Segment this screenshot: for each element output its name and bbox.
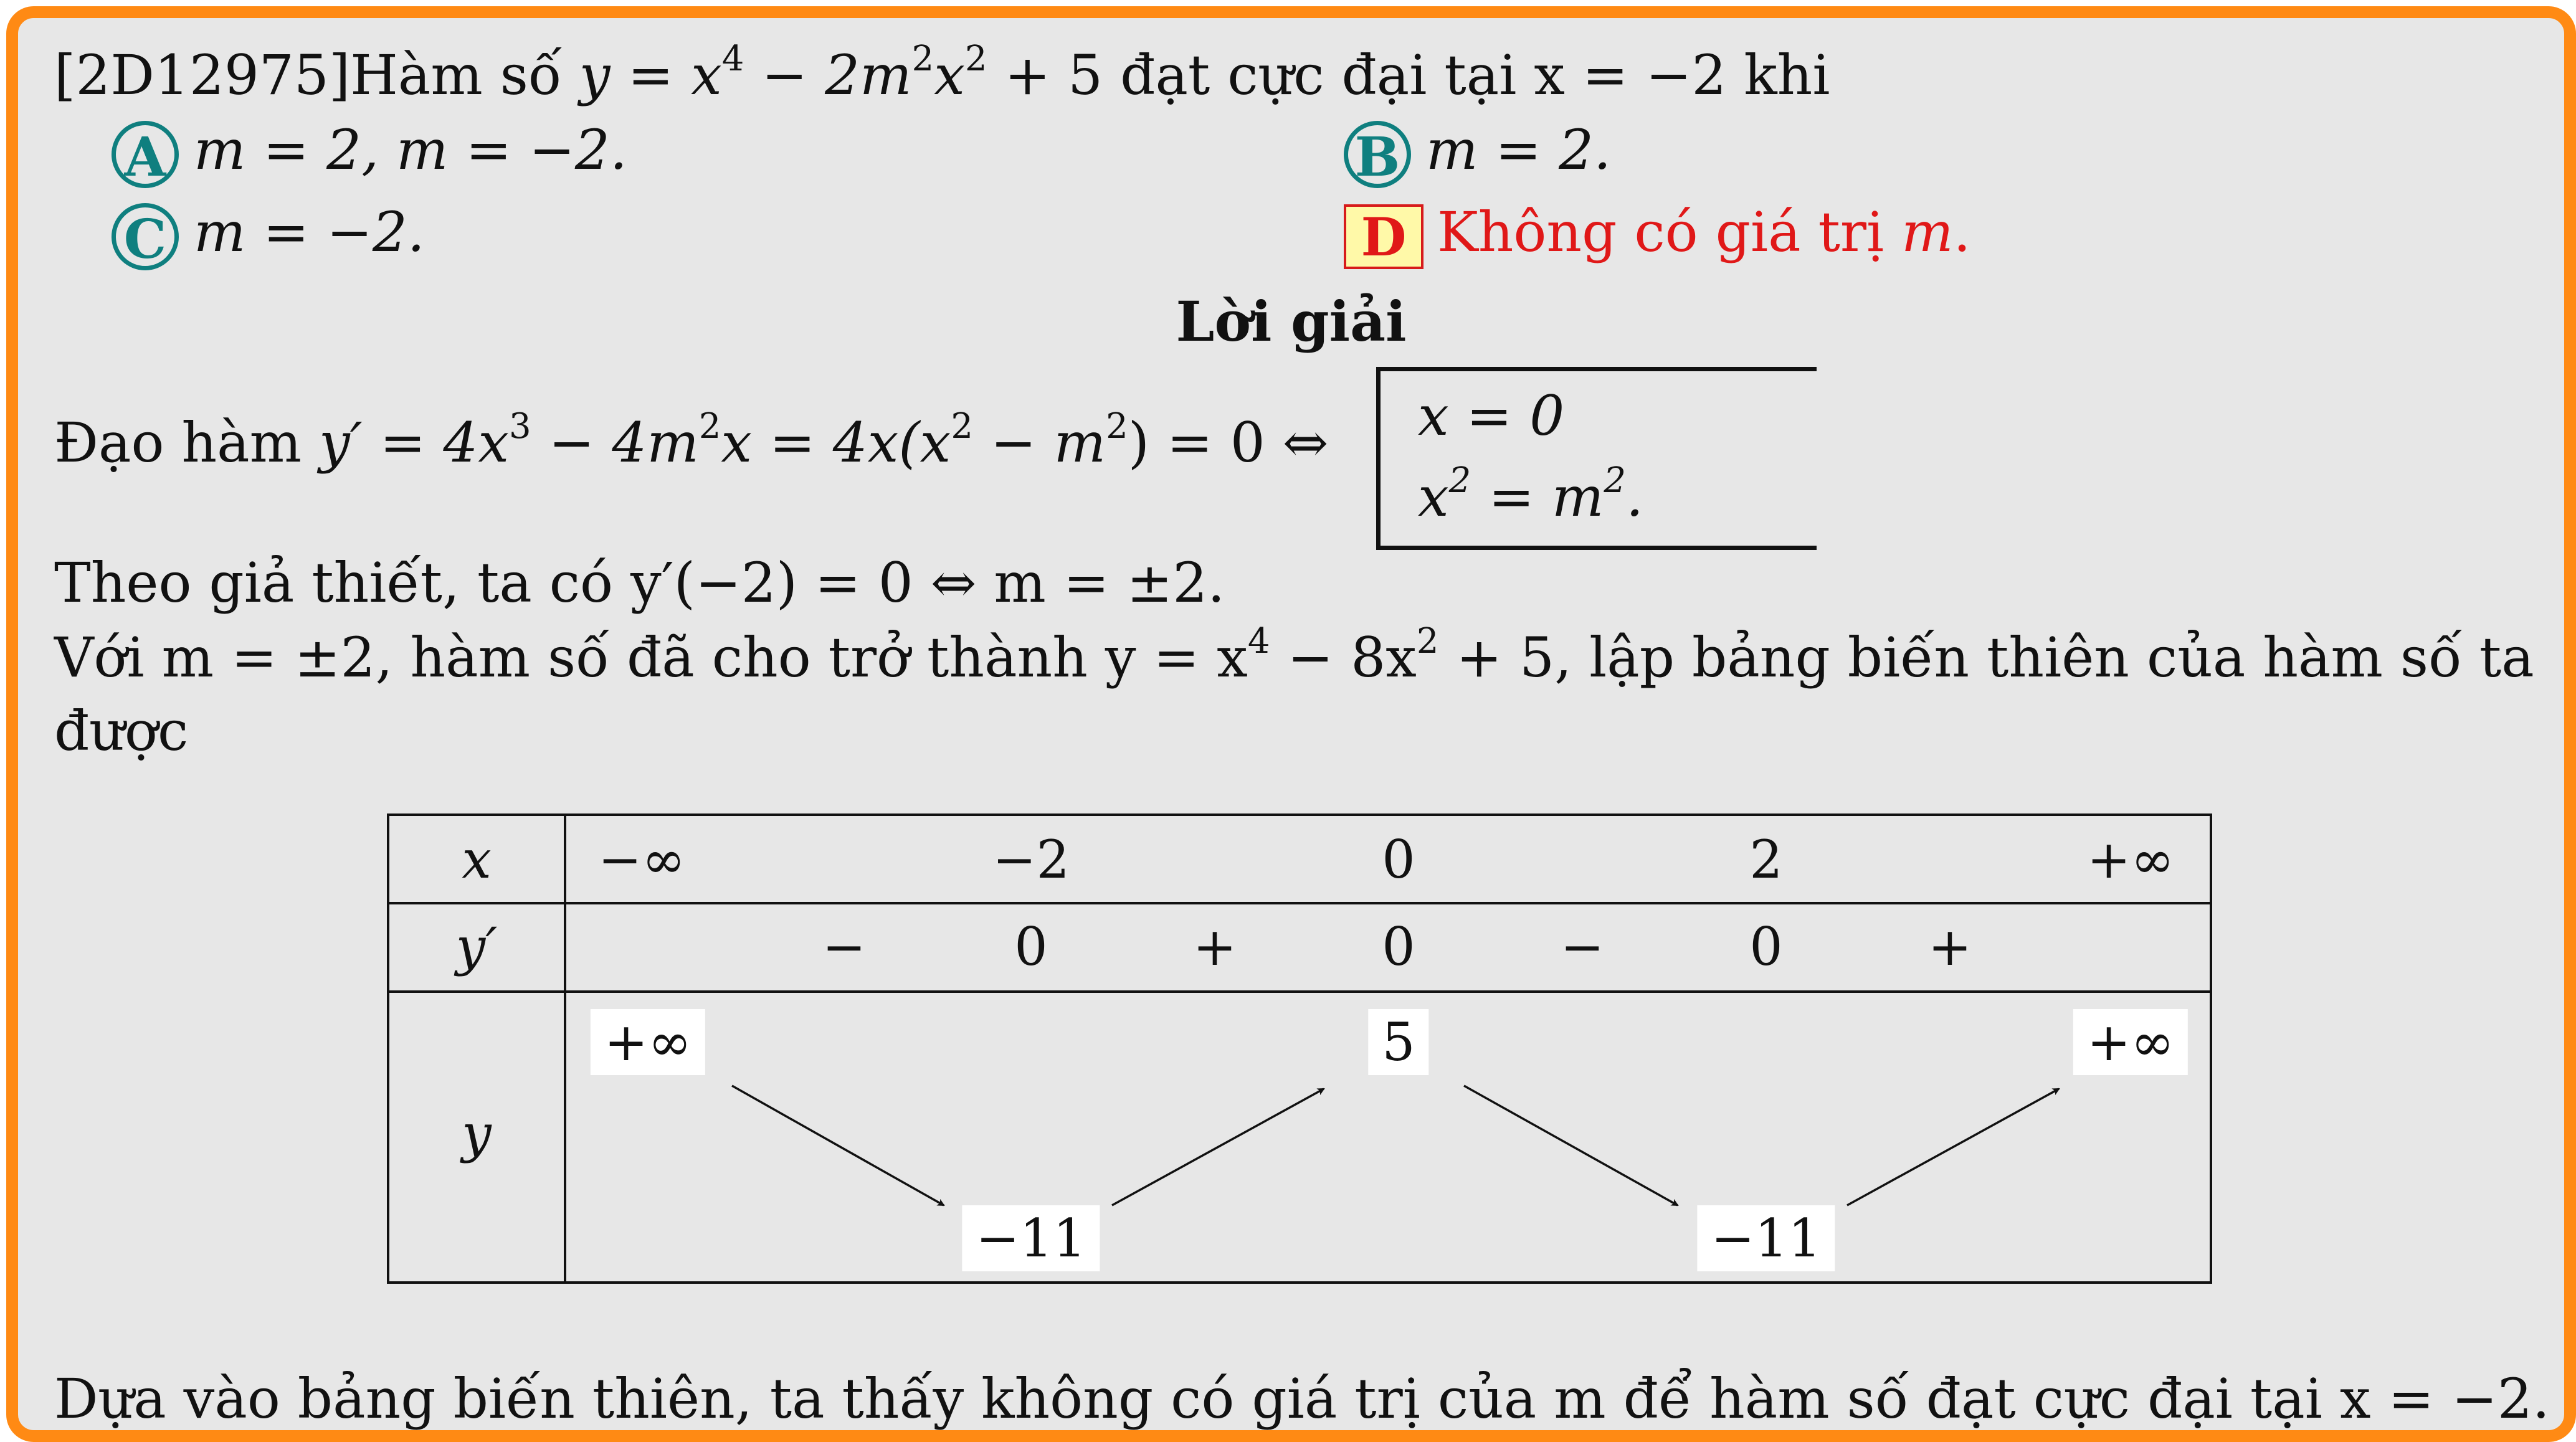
with-m-line: Với m = ±2, hàm số đã cho trở thành $y = x^4 - 8x^2 + 5$, lập bảng biến thiên của hàm số ta — [54, 621, 2534, 690]
label-yprime: y′ — [455, 916, 498, 977]
x-value: 0 — [1382, 829, 1415, 890]
option-d[interactable]: D Không có giá trị m. — [1344, 200, 1971, 269]
option-a-badge: A — [112, 121, 179, 188]
arrow-down-2 — [1464, 1086, 1678, 1205]
y-value: +∞ — [591, 1009, 705, 1075]
option-c-text: m = −2. — [194, 200, 425, 264]
arrow-up-2 — [1847, 1089, 2059, 1205]
x-value: +∞ — [2086, 829, 2175, 890]
arrow-down-1 — [732, 1086, 944, 1205]
option-b-text: m = 2. — [1426, 118, 1612, 182]
derivative-line: Đạo hàm $y' = 4x^3 - 4m^2x = 4x(x^2 - m^2) = 0$ ⇔ — [54, 406, 1329, 475]
sign-value: − — [822, 916, 867, 977]
sign-value: 0 — [1749, 916, 1783, 977]
case-line-2: $x^2 = m^2$. — [1418, 460, 1644, 529]
x-value: −2 — [992, 829, 1070, 890]
option-a[interactable] — [112, 118, 627, 188]
y-value: −11 — [1697, 1205, 1835, 1271]
option-d-badge: D — [1344, 204, 1423, 269]
label-x: x — [462, 829, 492, 890]
solution-title: Lời giải — [1176, 289, 1407, 354]
variation-table — [387, 813, 2212, 1284]
case-bracket — [1376, 367, 1817, 550]
x-value: 2 — [1749, 829, 1783, 890]
got-line: được — [54, 699, 189, 763]
y-value: −11 — [962, 1205, 1100, 1271]
arrow-up-1 — [1112, 1089, 1324, 1205]
option-b-badge: B — [1344, 121, 1411, 188]
sign-value: − — [1560, 916, 1605, 977]
question-text: [2D12975]Hàm số $y = x^4 - 2m^2x^2 + 5$ đạt cực đại tại x = −2 khi — [54, 39, 1830, 107]
option-c-badge: C — [112, 203, 179, 270]
label-y: y — [462, 1103, 492, 1164]
option-d-text: Không có giá trị — [1437, 200, 1902, 264]
conclusion-line: Dựa vào bảng biến thiên, ta thấy không có giá trị của m để hàm số đạt cực đại tại x = −2. — [54, 1367, 2550, 1431]
option-c[interactable] — [112, 200, 425, 270]
sign-value: + — [1927, 916, 1972, 977]
option-a-text: m = 2, m = −2. — [194, 118, 627, 182]
case-line-1: x = 0 — [1418, 384, 1565, 448]
option-b[interactable] — [1344, 118, 1611, 188]
sign-value: + — [1192, 916, 1237, 977]
sign-value: 0 — [1014, 916, 1048, 977]
sign-value: 0 — [1382, 916, 1415, 977]
x-value: −∞ — [597, 829, 686, 890]
y-value: 5 — [1368, 1009, 1428, 1075]
hypothesis-line: Theo giả thiết, ta có y′(−2) = 0 ⇔ m = ±2. — [54, 551, 1225, 615]
question-card — [6, 6, 2576, 1442]
y-value: +∞ — [2073, 1009, 2188, 1075]
